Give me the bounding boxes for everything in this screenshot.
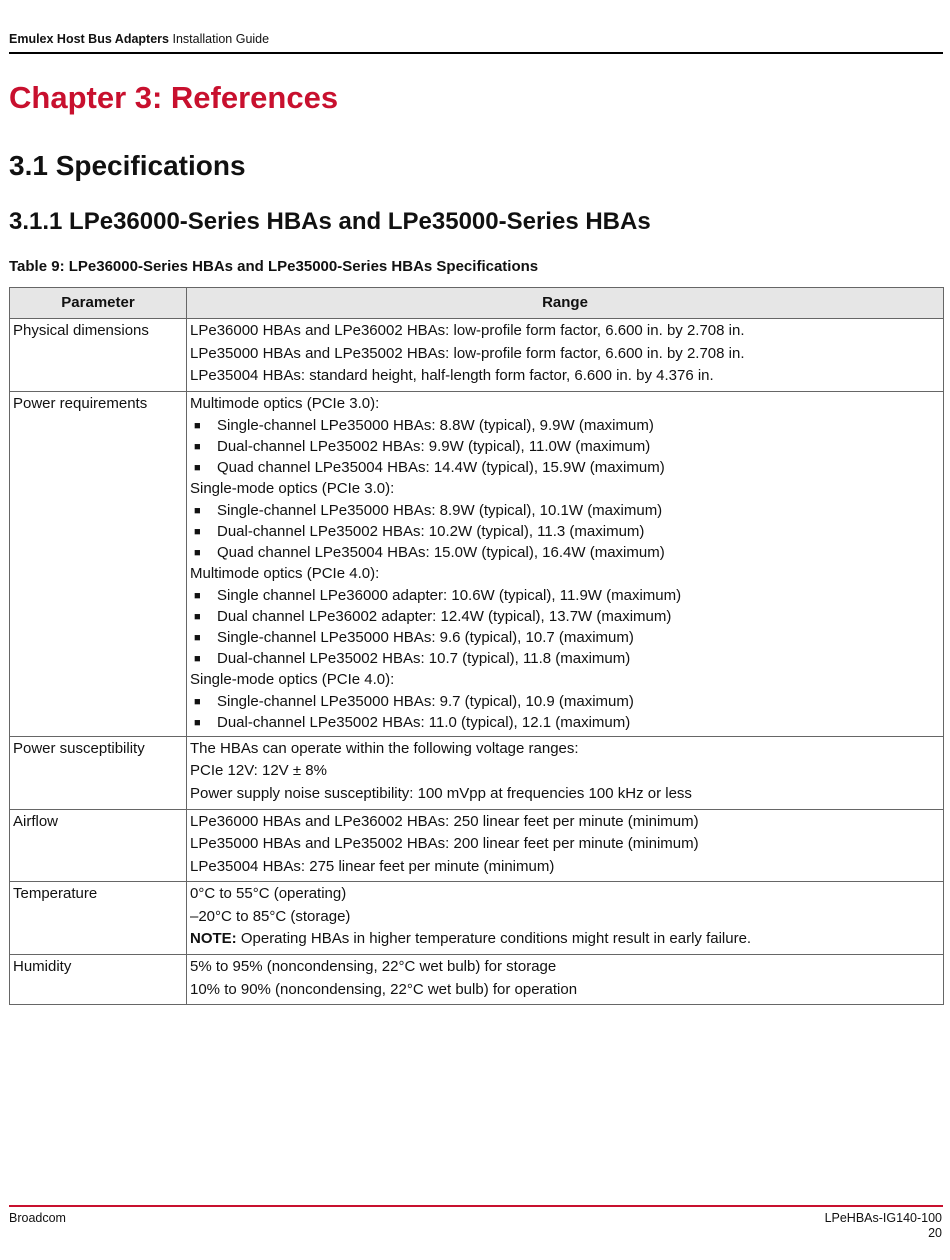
square-bullet-icon: ■: [194, 461, 201, 474]
bullet-item: [190, 543, 940, 563]
range-cell: [187, 736, 944, 809]
parameter-cell: Physical dimensions: [10, 319, 187, 392]
range-line: LPe35000 HBAs and LPe35002 HBAs: low-profile form factor, 6.600 in. by 2.708 in.: [190, 344, 745, 362]
parameter-cell: Humidity: [10, 955, 187, 1005]
range-line: Multimode optics (PCIe 4.0):: [190, 564, 380, 582]
square-bullet-icon: ■: [194, 441, 201, 454]
note-label: NOTE:: [190, 930, 237, 948]
range-line: PCIe 12V: 12V ± 8%: [190, 762, 327, 780]
bullet-text: Dual channel LPe36002 adapter: 12.4W (typical), 13.7W (maximum): [217, 608, 672, 626]
bullet-text: Dual-channel LPe35002 HBAs: 11.0 (typical), 12.1 (maximum): [217, 713, 631, 731]
square-bullet-icon: ■: [194, 716, 201, 729]
range-line: Power supply noise susceptibility: 100 mVpp at frequencies 100 kHz or less: [190, 784, 692, 802]
table-body: [10, 319, 944, 1005]
range-line: Single-mode optics (PCIe 3.0):: [190, 479, 395, 497]
bullet-item: [190, 416, 940, 436]
bullet-item: [190, 501, 940, 521]
table-row: [10, 391, 944, 736]
bullet-text: Dual-channel LPe35002 HBAs: 10.2W (typical), 11.3 (maximum): [217, 523, 645, 541]
square-bullet-icon: ■: [194, 696, 201, 709]
bullet-item: [190, 586, 940, 606]
range-line: LPe35004 HBAs: standard height, half-length form factor, 6.600 in. by 4.376 in.: [190, 367, 714, 385]
bullet-text: Single-channel LPe35000 HBAs: 8.8W (typical), 9.9W (maximum): [217, 417, 654, 435]
square-bullet-icon: ■: [194, 546, 201, 559]
range-line: Multimode optics (PCIe 3.0):: [190, 394, 380, 412]
range-line: 10% to 90% (noncondensing, 22°C wet bulb) for operation: [190, 980, 578, 998]
table-header-row: [10, 288, 944, 319]
bullet-item: [190, 692, 940, 712]
range-line: 5% to 95% (noncondensing, 22°C wet bulb) for storage: [190, 958, 557, 976]
parameter-cell: Power susceptibility: [10, 736, 187, 809]
square-bullet-icon: ■: [194, 590, 201, 603]
bullet-text: Dual-channel LPe35002 HBAs: 10.7 (typical), 11.8 (maximum): [217, 649, 631, 667]
parameter-cell: Temperature: [10, 882, 187, 955]
footer-info: [825, 1211, 942, 1241]
bullet-text: Single-channel LPe35000 HBAs: 9.6 (typical), 10.7 (maximum): [217, 628, 634, 646]
chapter-title: Chapter 3: References: [9, 80, 339, 115]
range-cell: [187, 391, 944, 736]
square-bullet-icon: ■: [194, 611, 201, 624]
running-header: [9, 32, 269, 46]
bullet-item: [190, 628, 940, 648]
table-row: [10, 319, 944, 392]
range-line: LPe35000 HBAs and LPe35002 HBAs: 200 linear feet per minute (minimum): [190, 835, 699, 853]
square-bullet-icon: ■: [194, 420, 201, 433]
section-heading: 3.1 Specifications: [9, 150, 246, 181]
square-bullet-icon: ■: [194, 526, 201, 539]
range-line: LPe36000 HBAs and LPe36002 HBAs: 250 linear feet per minute (minimum): [190, 812, 699, 830]
bullet-item: [190, 607, 940, 627]
bullet-text: Single channel LPe36000 adapter: 10.6W (typical), 11.9W (maximum): [217, 587, 682, 605]
bullet-item: [190, 649, 940, 669]
table-row: [10, 882, 944, 955]
bullet-text: Quad channel LPe35004 HBAs: 15.0W (typical), 16.4W (maximum): [217, 543, 665, 561]
range-line: LPe35004 HBAs: 275 linear feet per minute (minimum): [190, 857, 555, 875]
column-header-range: Range: [187, 288, 944, 319]
note-text: Operating HBAs in higher temperature conditions might result in early failure.: [236, 930, 752, 948]
header-doc-type: Installation Guide: [172, 32, 270, 46]
square-bullet-icon: ■: [194, 505, 201, 518]
note-line: [190, 929, 940, 949]
table-row: [10, 736, 944, 809]
footer-rule: [9, 1205, 943, 1207]
parameter-cell: Airflow: [10, 809, 187, 882]
column-header-parameter: Parameter: [10, 288, 187, 319]
bullet-text: Single-channel LPe35000 HBAs: 8.9W (typical), 10.1W (maximum): [217, 502, 663, 520]
header-product: Emulex Host Bus Adapters: [9, 32, 169, 46]
subsection-heading: 3.1.1 LPe36000-Series HBAs and LPe35000-Series HBAs: [9, 208, 651, 235]
bullet-item: [190, 437, 940, 457]
bullet-text: Quad channel LPe35004 HBAs: 14.4W (typical), 15.9W (maximum): [217, 458, 665, 476]
range-cell: [187, 955, 944, 1005]
footer-page-number: 20: [928, 1226, 942, 1240]
bullet-item: [190, 713, 940, 733]
bullet-item: [190, 522, 940, 542]
bullet-item: [190, 458, 940, 478]
range-cell: [187, 809, 944, 882]
footer-company: Broadcom: [9, 1211, 66, 1225]
specifications-table: [9, 287, 944, 1005]
header-rule: [9, 52, 943, 54]
bullet-text: Dual-channel LPe35002 HBAs: 9.9W (typical), 11.0W (maximum): [217, 438, 651, 456]
bullet-text: Single-channel LPe35000 HBAs: 9.7 (typical), 10.9 (maximum): [217, 693, 634, 711]
footer-doc-id: LPeHBAs-IG140-100: [824, 1211, 942, 1225]
table-caption: Table 9: LPe36000-Series HBAs and LPe35000-Series HBAs Specifications: [9, 258, 539, 275]
range-line: –20°C to 85°C (storage): [190, 907, 351, 925]
table-row: [10, 809, 944, 882]
range-line: 0°C to 55°C (operating): [190, 885, 347, 903]
range-cell: [187, 882, 944, 955]
range-line: Single-mode optics (PCIe 4.0):: [190, 670, 395, 688]
range-line: LPe36000 HBAs and LPe36002 HBAs: low-profile form factor, 6.600 in. by 2.708 in.: [190, 322, 745, 339]
range-cell: [187, 319, 944, 392]
table-row: [10, 955, 944, 1005]
range-line: The HBAs can operate within the following voltage ranges:: [190, 739, 579, 757]
parameter-cell: Power requirements: [10, 391, 187, 736]
square-bullet-icon: ■: [194, 652, 201, 665]
square-bullet-icon: ■: [194, 631, 201, 644]
